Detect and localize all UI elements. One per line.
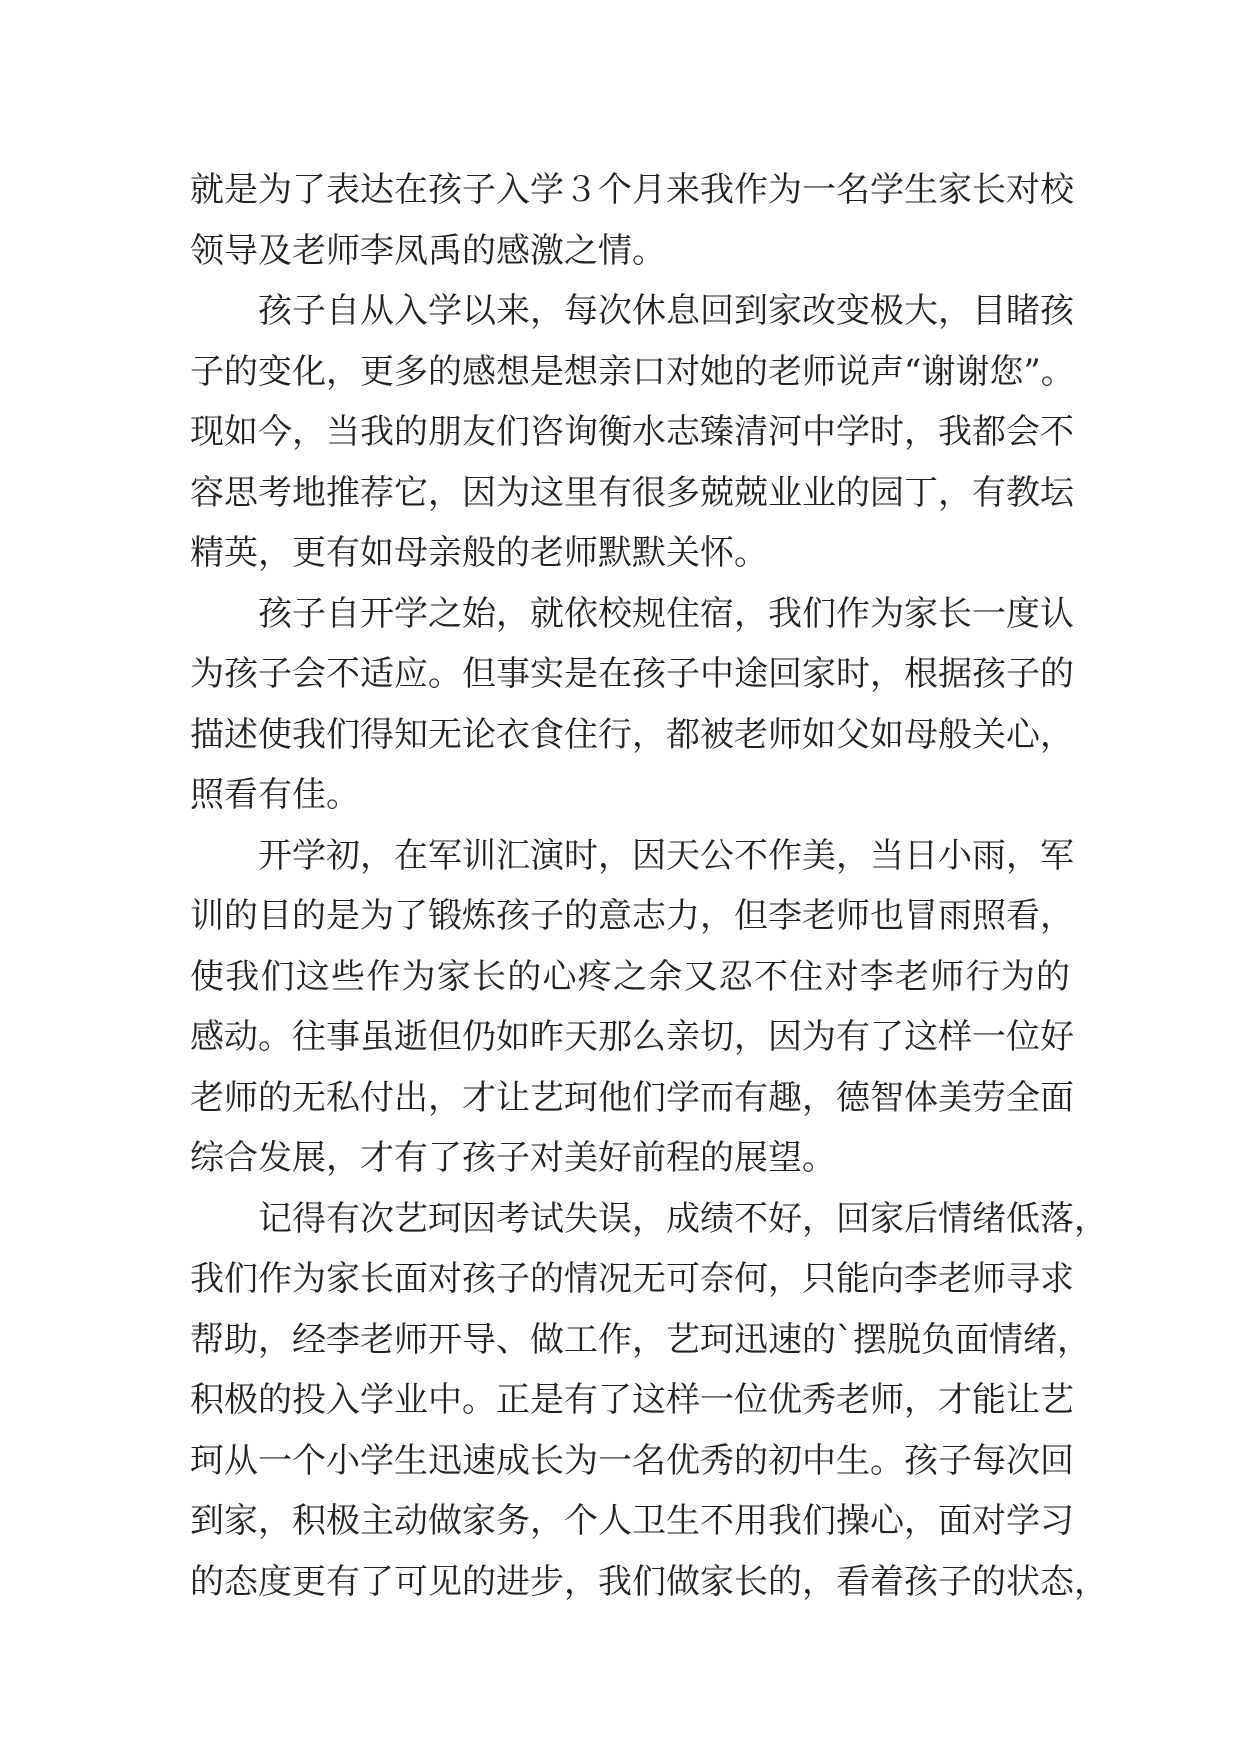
paragraph-3-line-4: 照看有佳。 — [190, 775, 360, 815]
paragraph-5-line-7: 的态度更有了可见的进步，我们做家长的，看着孩子的状态， — [190, 1561, 1108, 1602]
paragraph-2-line-1: 孩子自从入学以来，每次休息回到家改变极大，目睹孩 — [258, 291, 1074, 331]
paragraph-4-line-2: 训的目的是为了锻炼孩子的意志力，但李老师也冒雨照看， — [190, 896, 1074, 936]
paragraph-5-line-5: 珂从一个小学生迅速成长为一名优秀的初中生。孩子每次回 — [190, 1440, 1074, 1481]
paragraph-4-line-3: 使我们这些作为家长的心疼之余又忍不住对李老师行为的 — [190, 956, 1070, 997]
paragraph-4-line-4: 感动。往事虽逝但仍如昨天那么亲切，因为有了这样一位好 — [190, 1017, 1074, 1057]
letter-body — [190, 160, 1108, 1612]
paragraph-5-line-6: 到家，积极主动做家务，个人卫生不用我们操心，面对学习 — [190, 1501, 1074, 1541]
paragraph-1-line-1: 就是为了表达在孩子入学３个月来我作为一名学生家长对校 — [190, 170, 1074, 210]
paragraph-3-line-3: 描述使我们得知无论衣食住行，都被老师如父如母般关心， — [190, 714, 1074, 755]
paragraph-5-line-1: 记得有次艺珂因考试失误，成绩不好，回家后情绪低落， — [258, 1198, 1108, 1239]
paragraph-2-line-4: 容思考地推荐它，因为这里有很多兢兢业业的园丁，有教坛 — [190, 472, 1074, 513]
paragraph-5-line-3: 帮助，经李老师开导、做工作，艺珂迅速的`摆脱负面情绪， — [190, 1319, 1091, 1360]
paragraph-4-line-6: 综合发展，才有了孩子对美好前程的展望。 — [190, 1138, 836, 1178]
paragraph-4-line-1: 开学初，在军训汇演时，因天公不作美，当日小雨，军 — [258, 835, 1074, 876]
paragraph-2-line-5: 精英，更有如母亲般的老师默默关怀。 — [190, 533, 768, 573]
paragraph-4-line-5: 老师的无私付出，才让艺珂他们学而有趣，德智体美劳全面 — [190, 1077, 1074, 1118]
paragraph-5-line-4: 积极的投入学业中。正是有了这样一位优秀老师，才能让艺 — [190, 1380, 1074, 1420]
paragraph-2-line-3: 现如今，当我的朋友们咨询衡水志臻清河中学时，我都会不 — [190, 412, 1074, 452]
paragraph-5-line-2: 我们作为家长面对孩子的情况无可奈何，只能向李老师寻求 — [190, 1259, 1074, 1299]
paragraph-3-line-2: 为孩子会不适应。但事实是在孩子中途回家时，根据孩子的 — [190, 654, 1074, 694]
paragraph-3-line-1: 孩子自开学之始，就依校规住宿，我们作为家长一度认 — [258, 593, 1074, 634]
paragraph-1-line-2: 领导及老师李凤禹的感激之情。 — [190, 230, 666, 271]
paragraph-2-line-2: 子的变化，更多的感想是想亲口对她的老师说声“谢谢您”。 — [190, 351, 1075, 392]
